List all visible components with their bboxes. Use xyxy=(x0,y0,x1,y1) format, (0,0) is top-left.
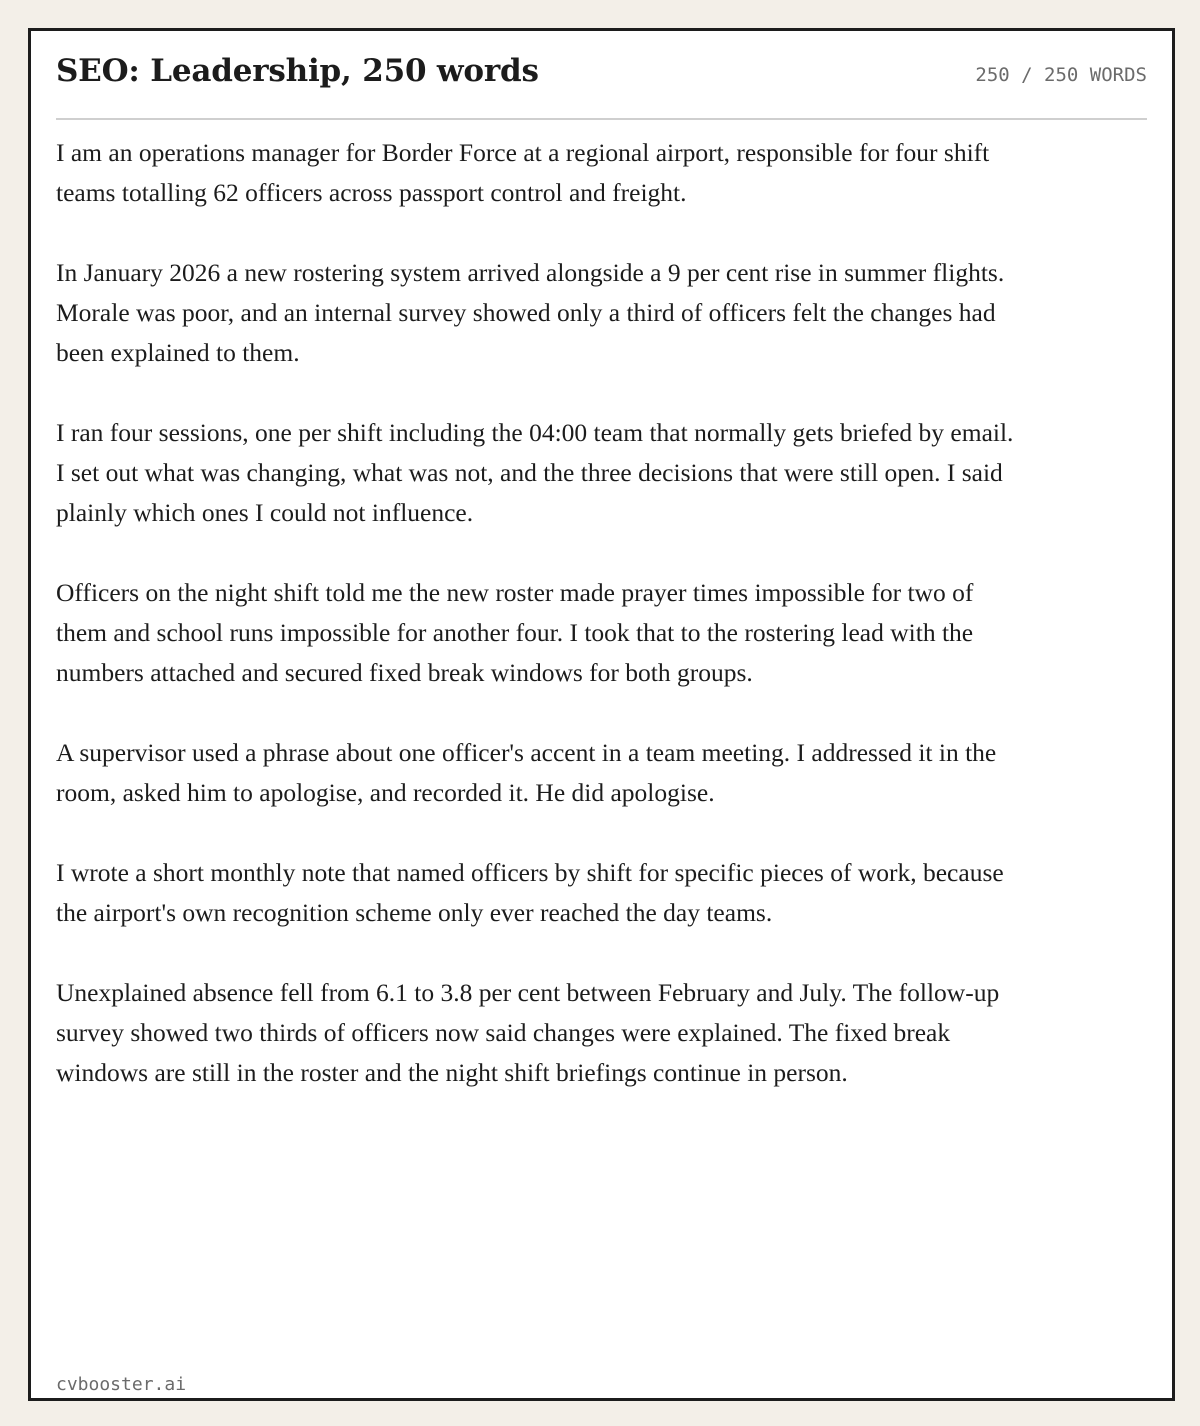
paragraph-night-shift: Officers on the night shift told me the new roster made prayer times impossible for two of them and school runs impossible for another four. I took that to the rostering lead with the numbers attached and secured fixed break windows for both groups. xyxy=(56,578,974,687)
paragraph-sessions: I ran four sessions, one per shift including the 04:00 team that normally gets briefed by email. I set out what was changing, what was not, and the three decisions that were still open. I said plainly which ones I could not influence. xyxy=(56,418,1014,527)
page-title: SEO: Leadership, 250 words xyxy=(56,53,539,89)
paragraph-supervisor: A supervisor used a phrase about one officer's accent in a team meeting. I addressed it in the room, asked him to apologise, and recorded it. He did apologise. xyxy=(56,738,997,807)
paragraph-outcome: Unexplained absence fell from 6.1 to 3.8 per cent between February and July. The follow-up survey showed two thirds of officers now said changes were explained. The fixed break windows are still in the roster and the night shift briefings continue in person. xyxy=(56,978,1000,1087)
paragraph-role: I am an operations manager for Border Force at a regional airport, responsible for four shift teams totalling 62 officers across passport control and freight. xyxy=(56,138,990,207)
footer-brand: cvbooster.ai xyxy=(56,1374,187,1395)
statement-body xyxy=(56,133,1016,1133)
paragraph-situation: In January 2026 a new rostering system arrived alongside a 9 per cent rise in summer flights. Morale was poor, and an internal survey showed only a third of officers felt the changes had been explained to them. xyxy=(56,258,1005,367)
paragraph-recognition: I wrote a short monthly note that named officers by shift for specific pieces of work, because the airport's own recognition scheme only ever reached the day teams. xyxy=(56,858,1004,927)
word-count-badge: 250 / 250 WORDS xyxy=(975,64,1147,86)
card-header xyxy=(56,31,1147,120)
statement-card xyxy=(28,28,1175,1401)
